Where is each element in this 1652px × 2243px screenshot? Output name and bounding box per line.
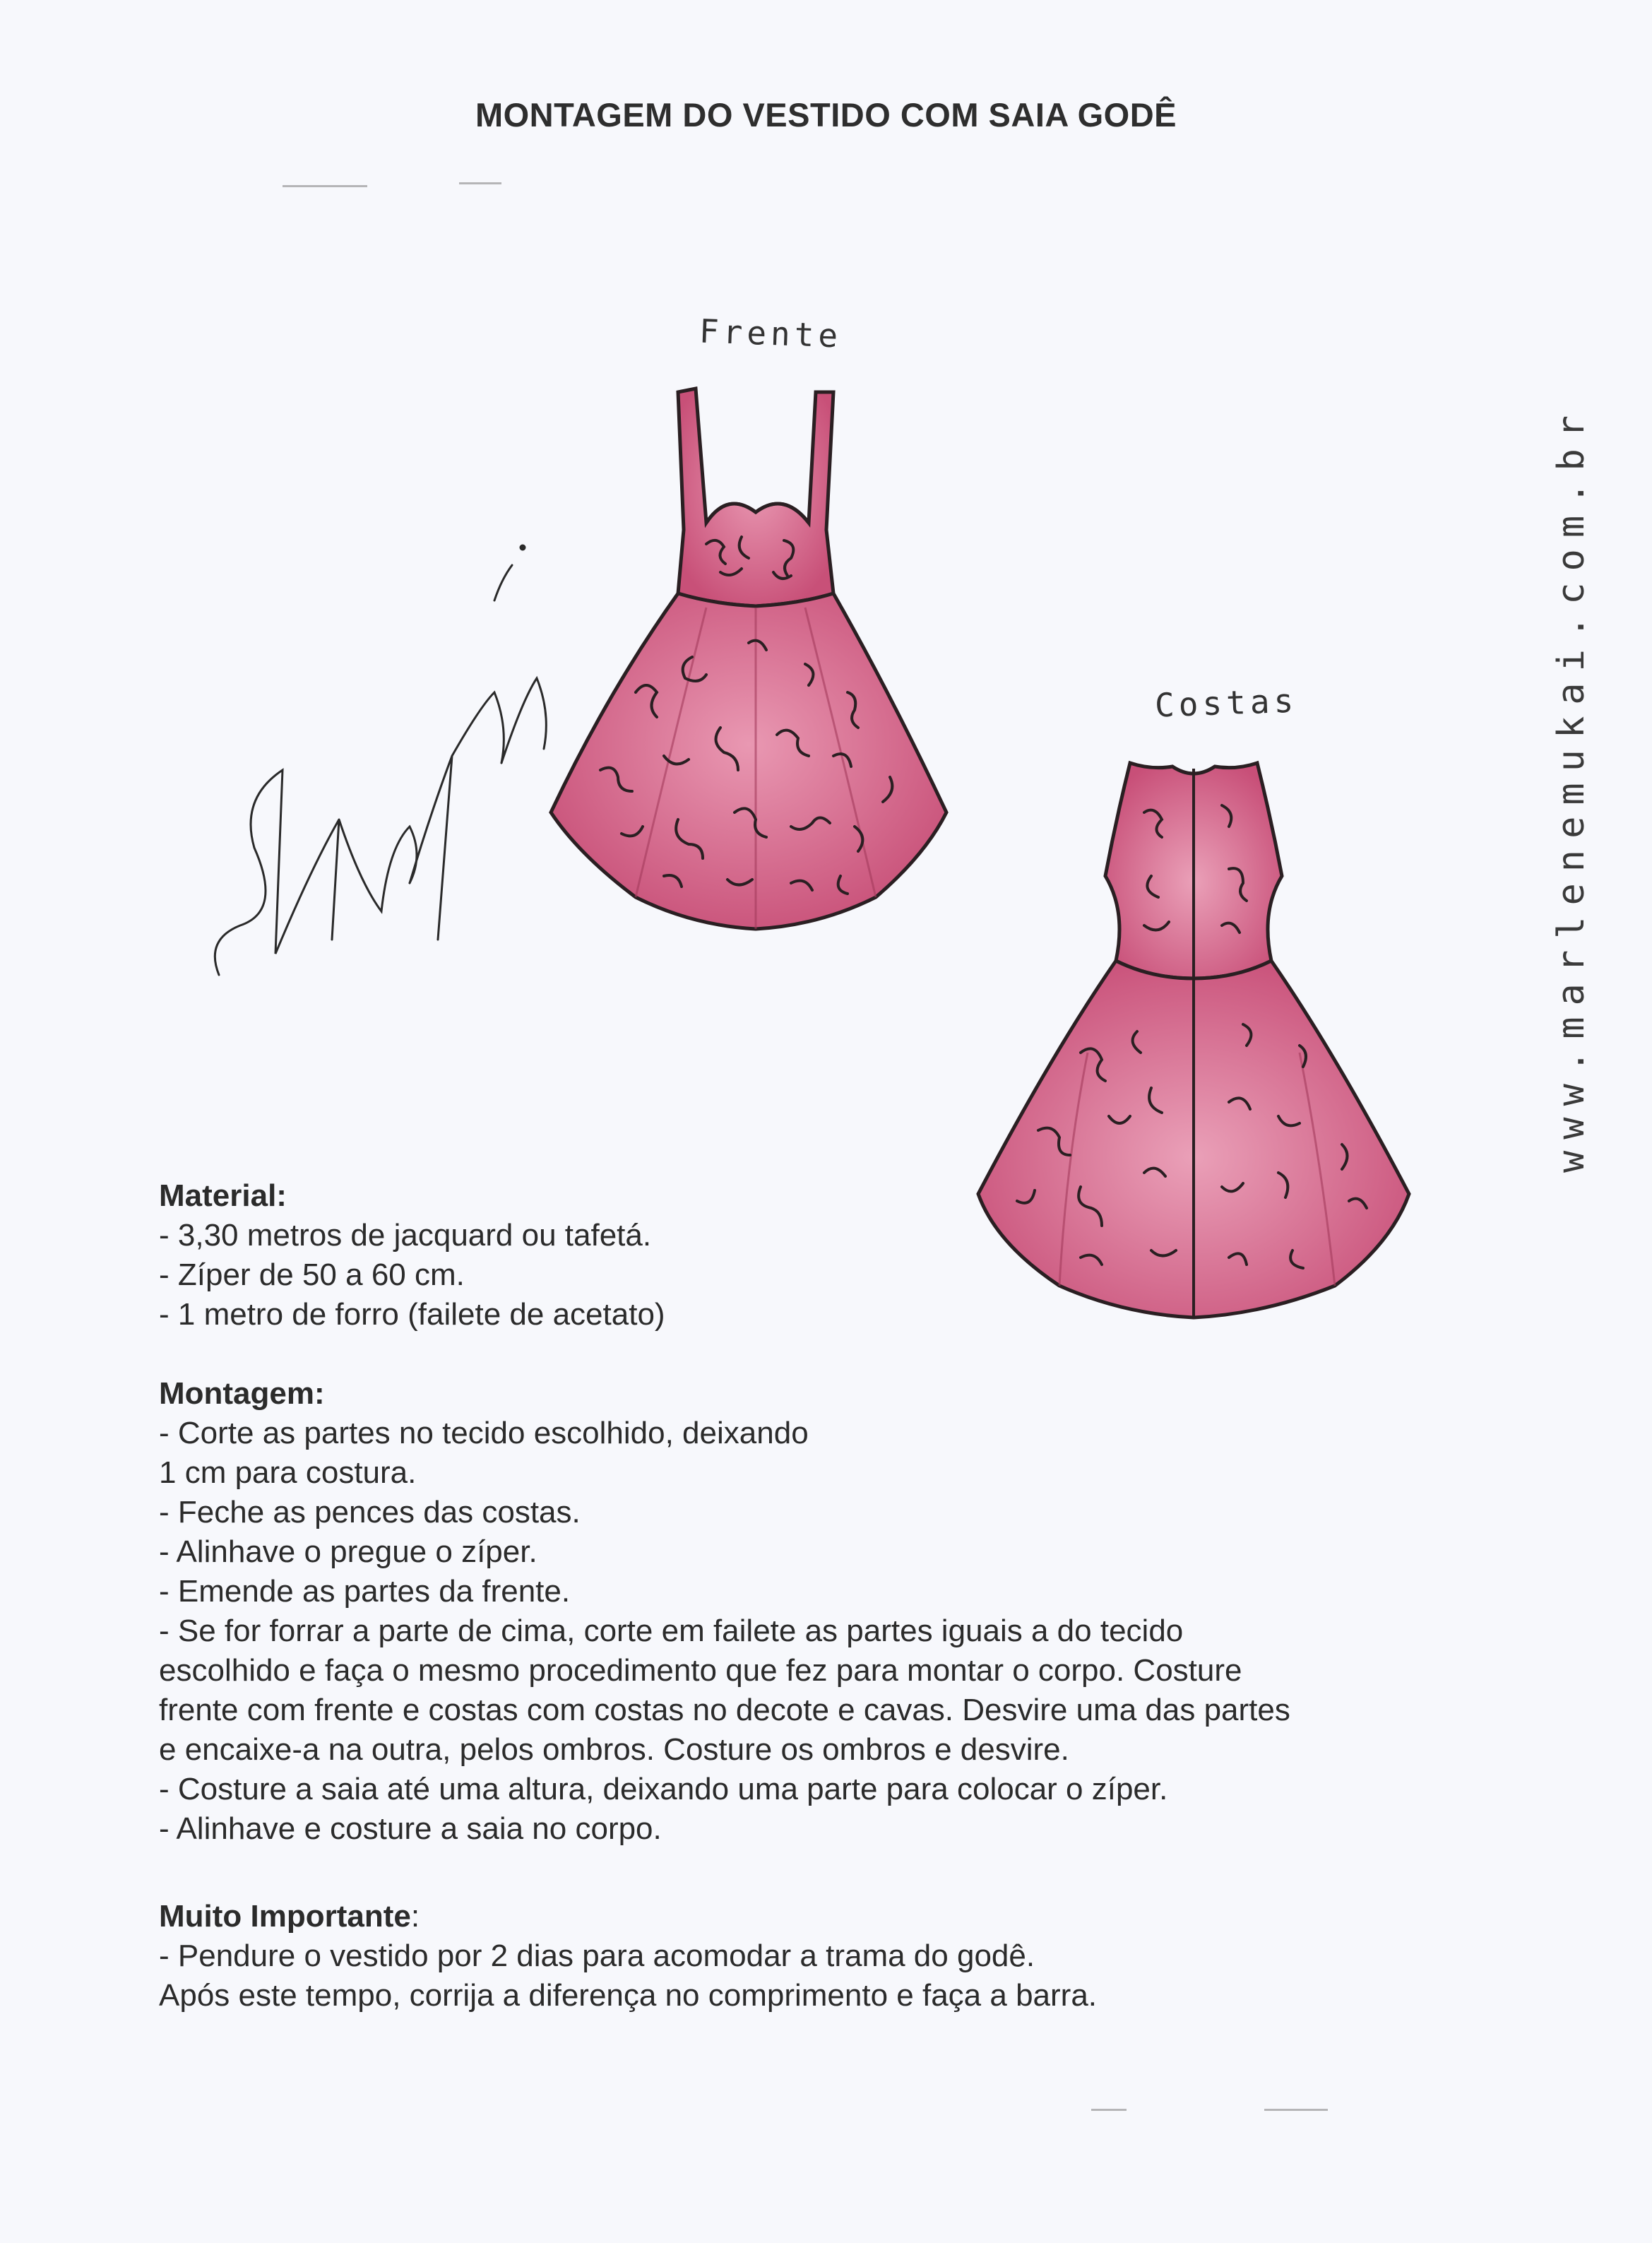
scan-speck <box>1091 2109 1127 2111</box>
important-line: Após este tempo, corrija a diferença no comprimento e faça a barra. <box>159 1978 1098 2013</box>
montagem-line: - Alinhave o pregue o zíper. <box>159 1534 537 1569</box>
signature-drawing <box>198 516 565 1024</box>
back-label: Costas <box>1154 681 1299 725</box>
website-url: www.marlenemukai.com.br <box>1550 403 1593 1173</box>
material-item: - Zíper de 50 a 60 cm. <box>159 1257 465 1292</box>
important-section <box>159 1897 1501 2016</box>
important-heading-colon: : <box>410 1899 420 1934</box>
scan-speck <box>1264 2109 1328 2111</box>
material-item: - 3,30 metros de jacquard ou tafetá. <box>159 1218 652 1253</box>
material-section <box>159 1176 1501 1334</box>
montagem-heading: Montagem: <box>159 1376 325 1411</box>
montagem-line: - Costure a saia até uma altura, deixando uma parte para colocar o zíper. <box>159 1772 1168 1806</box>
montagem-line: - Alinhave e costure a saia no corpo. <box>159 1811 662 1846</box>
montagem-line: 1 cm para costura. <box>159 1455 417 1490</box>
front-label: Frente <box>699 312 843 355</box>
important-line: - Pendure o vestido por 2 dias para acomodar a trama do godê. <box>159 1939 1035 1973</box>
montagem-line: - Corte as partes no tecido escolhido, deixando <box>159 1416 809 1450</box>
important-heading <box>159 1897 1501 1936</box>
scan-speck <box>459 182 501 184</box>
montagem-line: frente com frente e costas com costas no decote e cavas. Desvire uma das partes <box>159 1693 1290 1727</box>
montagem-line: escolhido e faça o mesmo procedimento que fez para montar o corpo. Costure <box>159 1653 1242 1688</box>
montagem-line: - Feche as pences das costas. <box>159 1495 581 1529</box>
important-heading-text: Muito Importante <box>159 1899 411 1934</box>
scan-speck <box>283 185 367 187</box>
montagem-line: - Emende as partes da frente. <box>159 1574 571 1609</box>
montagem-section <box>159 1374 1501 1849</box>
material-item: - 1 metro de forro (failete de acetato) <box>159 1297 665 1332</box>
material-heading: Material: <box>159 1178 287 1213</box>
front-dress-drawing <box>494 360 1003 1024</box>
montagem-line: e encaixe-a na outra, pelos ombros. Costure os ombros e desvire. <box>159 1732 1069 1767</box>
montagem-line: - Se for forrar a parte de cima, corte em failete as partes iguais a do tecido <box>159 1614 1184 1648</box>
document-title: MONTAGEM DO VESTIDO COM SAIA GODÊ <box>475 96 1177 134</box>
